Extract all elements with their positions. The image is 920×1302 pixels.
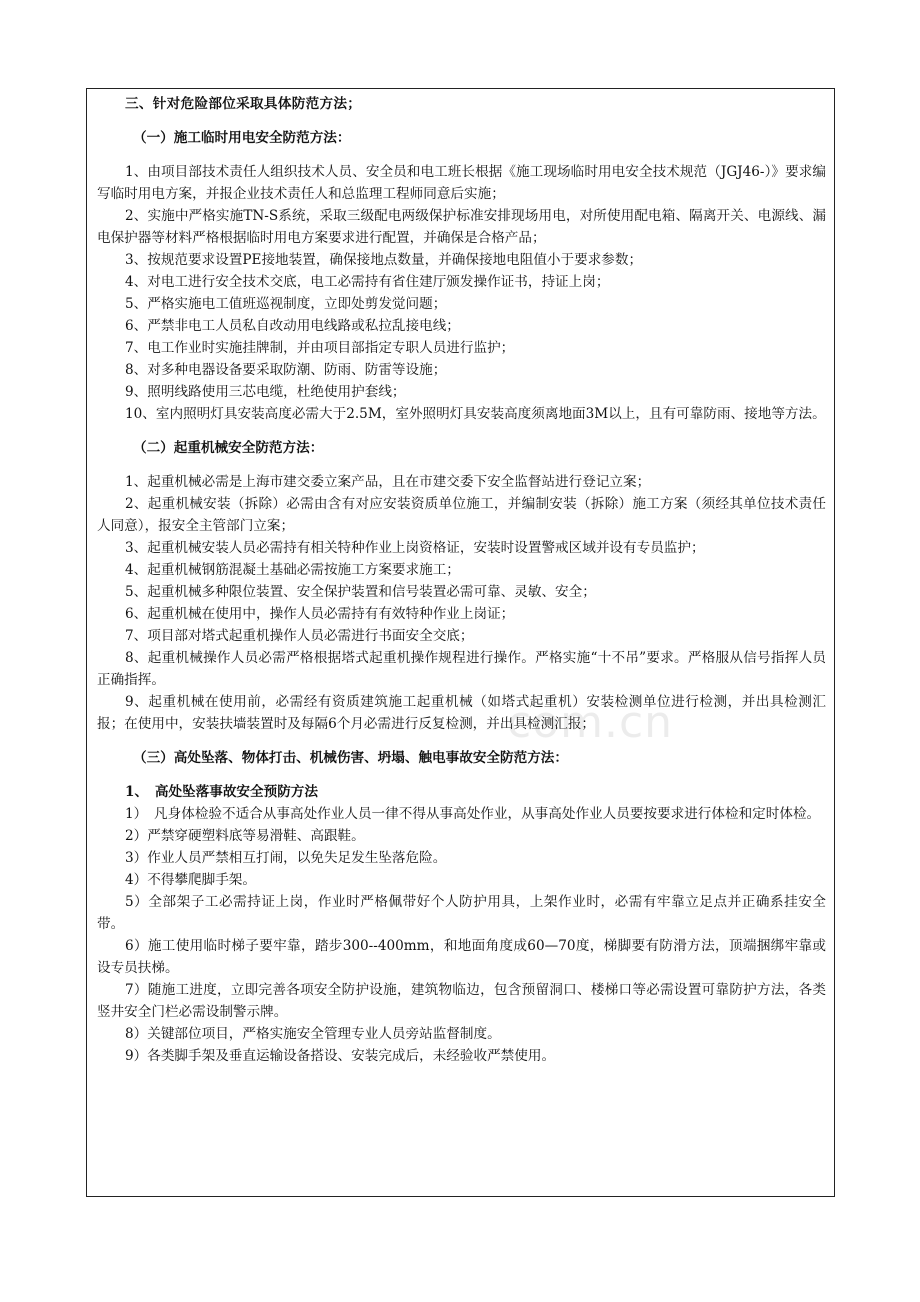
list-item: 5、严格实施电工值班巡视制度，立即处剪发觉问题； (125, 296, 447, 312)
list-item: 7、项目部对塔式起重机操作人员必需进行书面安全交底； (125, 628, 474, 644)
list-item: 9、起重机械在使用前，必需经有资质建筑施工起重机械（如塔式起重机）安装检测单位进行检测，并出具检测汇报；在使用中，安装扶墙装置时及每隔6个月必需进行反复检测，并出具检测汇报； (97, 694, 826, 732)
list-item: 1） 凡身体检验不适合从事高处作业人员一律不得从事高处作业，从事高处作业人员要按要求进行体检和定时体检。 (125, 806, 821, 822)
list-item: 6、严禁非电工人员私自改动用电线路或私拉乱接电线； (125, 318, 460, 334)
list-item: 7）随施工进度，立即完善各项安全防护设施，建筑物临边，包含预留洞口、楼梯口等必需设置可靠防护方法，各类竖井安全门栏必需设制警示牌。 (97, 982, 826, 1020)
list-item: 3、起重机械安装人员必需持有相关特种作业上岗资格证，安装时设置警戒区域并设有专员监护； (125, 540, 705, 556)
list-item: 4、起重机械钢筋混凝土基础必需按施工方案要求施工； (125, 562, 460, 578)
list-item: 5）全部架子工必需持证上岗，作业时严格佩带好个人防护用具，上架作业时，必需有牢靠立足点并正确系挂安全带。 (97, 894, 826, 932)
list-item: 2、实施中严格实施TN-S系统，采取三级配电两级保护标准安排现场用电，对所使用配电箱、隔离开关、电源线、漏电保护器等材料严格根据临时用电方案要求进行配置，并确保是合格产品； (97, 208, 826, 246)
list-item: 6、起重机械在使用中，操作人员必需持有有效特种作业上岗证； (125, 606, 515, 622)
list-item: 4）不得攀爬脚手架。 (125, 872, 256, 888)
list-item: 2）严禁穿硬塑料底等易滑鞋、高跟鞋。 (125, 828, 365, 844)
s1-list (97, 161, 826, 425)
list-item: 3）作业人员严禁相互打闹，以免失足发生坠落危险。 (125, 850, 447, 866)
document-frame (86, 88, 835, 1197)
list-item: 1、起重机械必需是上海市建交委立案产品，且在市建交委下安全监督站进行登记立案； (125, 474, 651, 490)
list-item: 4、对电工进行安全技术交底，电工必需持有省住建厅颁发操作证书，持证上岗； (125, 274, 610, 290)
s3-list (97, 803, 826, 1067)
list-item: 10、室内照明灯具安装高度必需大于2.5M，室外照明灯具安装高度须离地面3M以上，且有可靠防雨、接地等方法。 (125, 406, 826, 422)
list-item: 8、对多种电器设备要采取防潮、防雨、防雷等设施； (125, 362, 447, 378)
list-item: 3、按规范要求设置PE接地装置，确保接地点数量，并确保接地电阻值小于要求参数； (125, 252, 643, 268)
list-item: 9、照明线路使用三芯电缆，杜绝使用护套线； (125, 384, 406, 400)
list-item: 8）关键部位项目，严格实施安全管理专业人员旁站监督制度。 (125, 1026, 501, 1042)
section-title: 三、针对危险部位采取具体防范方法； (125, 96, 362, 112)
watermark: com.cn (507, 697, 674, 748)
s3-title: （三）高处坠落、物体打击、机械伤害、坍塌、触电事故安全防范方法： (133, 750, 568, 766)
list-item: 1、由项目部技术责任人组织技术人员、安全员和电工班长根据《施工现场临时用电安全技术规范（JGJ46-）》要求编写临时用电方案，并报企业技术责任人和总监理工程师同意后实施； (97, 164, 826, 202)
list-item: 5、起重机械多种限位装置、安全保护装置和信号装置必需可靠、灵敏、安全； (125, 584, 596, 600)
s1-title: （一）施工临时用电安全防范方法： (133, 130, 351, 146)
list-item: 6）施工使用临时梯子要牢靠，踏步300--400mm，和地面角度成60—70度，梯脚要有防滑方法，顶端捆绑牢靠或设专员扶梯。 (97, 938, 826, 976)
document-content (97, 93, 826, 1067)
s2-title: （二）起重机械安全防范方法： (133, 440, 324, 456)
list-item: 9）各类脚手架及垂直运输设备搭设、安装完成后，未经验收严禁使用。 (125, 1048, 556, 1064)
list-item: 8、起重机械操作人员必需严格根据塔式起重机操作规程进行操作。严格实施“十不吊”要求。严格服从信号指挥人员正确指挥。 (97, 650, 826, 688)
list-item: 2、起重机械安装（拆除）必需由含有对应安装资质单位施工，并编制安装（拆除）施工方案（须经其单位技术责任人同意），报安全主管部门立案； (97, 496, 826, 534)
list-item: 7、电工作业时实施挂牌制，并由项目部指定专职人员进行监护； (125, 340, 515, 356)
s2-list (97, 471, 826, 735)
s3-sub-title: 1、 高处坠落事故安全预防方法 (125, 784, 318, 800)
